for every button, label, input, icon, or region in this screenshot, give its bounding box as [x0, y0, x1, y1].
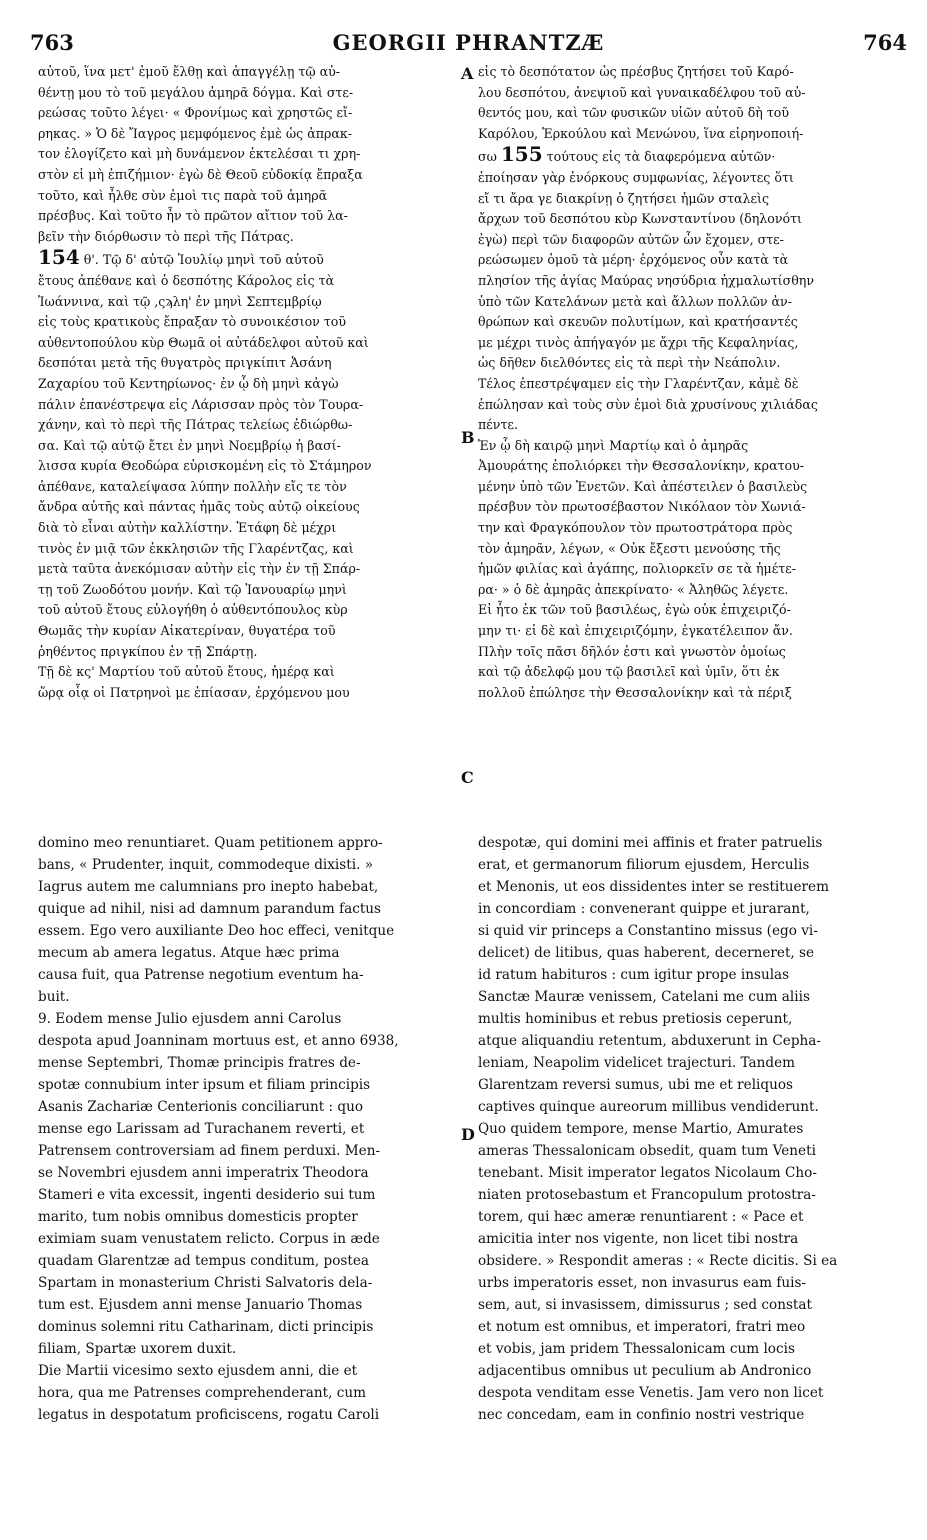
greek-left-text-line: βεῖν τὴν διόρθωσιν τὸ περὶ τῆς Πάτρας. [38, 228, 294, 244]
latin-left-text-line: mecum ab amera legatus. Atque hæc prima [38, 945, 340, 961]
latin-right-text-line: despotæ, qui domini mei affinis et frater patruelis [478, 835, 823, 851]
greek-right-text-line: λου δεσπότου, ἀνεψιοῦ καὶ γυναικαδέλφου τοῦ αὐ- [478, 84, 806, 100]
latin-right-text-line: sem, aut, si invasissem, dimissurus ; sed constat [478, 1297, 812, 1313]
latin-left-text-line: quadam Glarentzæ ad tempus conditum, postea [38, 1253, 370, 1269]
latin-left-text-line: Iagrus autem me calumnians pro inepto habebat, [38, 879, 379, 895]
margin-marker-d: D [461, 1125, 475, 1144]
greek-left-text-line: Ζαχαρίου τοῦ Κεντηρίωνος· ἐν ᾧ δὴ μηνὶ κἀγὼ [38, 375, 339, 391]
greek-left-text-line: ἄνδρα αὐτῆς καὶ πάντας ἡμᾶς τοὺς αὐτῷ οἰκείους [38, 499, 360, 515]
greek-text-right-column [478, 62, 908, 703]
greek-left-text-line: ἀπέθανε, καταλείψασα λύπην πολλὴν εἴς τε τὸν [38, 478, 347, 494]
greek-left-text-line: διὰ τὸ εἶναι αὐτὴν καλλίστην. Ἐτάφη δὲ μέχρι [38, 520, 337, 536]
greek-left-text-line: τοῦτο, καὶ ἦλθε σὺν ἐμοὶ τις παρὰ τοῦ ἀμηρᾶ [38, 187, 328, 203]
greek-right-text-line: πλησίον τῆς ἁγίας Μαύρας νησύδρια ἠχμαλωτίσθην [478, 272, 814, 288]
latin-right-text-line: si quid vir princeps a Constantino missus (ego vi- [478, 923, 818, 939]
greek-right-text-line: πολλοῦ ἐπώλησε τὴν Θεσσαλονίκην καὶ τὰ πέριξ [478, 684, 792, 700]
latin-left-text-line: dominus solemni ritu Catharinam, dicti principis [38, 1319, 374, 1335]
latin-right-text-line: despota venditam esse Venetis. Jam vero non licet [478, 1385, 824, 1401]
page-number-left: 763 [30, 30, 74, 55]
latin-right-text-line: tenebant. Misit imperator legatos Nicolaum Cho- [478, 1165, 817, 1181]
greek-right-text-line: θρώπων καὶ σκευῶν πολυτίμων, καὶ κρατήσαντές [478, 314, 798, 330]
greek-right-text-line: ἡμῶν φιλίας καὶ ἀγάπης, πολιορκεῖν σε τὰ ἡμέτε- [478, 561, 796, 577]
latin-left-text-line: tum est. Ejusdem anni mense Januario Thomas [38, 1297, 363, 1313]
running-header [30, 30, 907, 60]
greek-right-text-line: ἄρχων τοῦ δεσπότου κὺρ Κωνσταντίνου (δηλονότι [478, 211, 802, 227]
greek-right-text-line: πέντε. [478, 417, 518, 433]
greek-right-text-line: μην τι· εἰ δὲ καὶ ἐπιχειριζόμην, ἐγκατέλειπον ἄν. [478, 623, 793, 639]
greek-left-paragraph-1 [38, 62, 456, 247]
latin-left-text-line: legatus in despotatum proficiscens, rogatu Caroli [38, 1407, 380, 1423]
section-154-text: θ'. Τῷ δ' αὐτῷ Ἰουλίῳ μηνὶ τοῦ αὐτοῦ [83, 252, 324, 268]
greek-right-text-line: θεντός μου, καὶ τῶν φυσικῶν υἱῶν αὐτοῦ δὴ τοῦ [478, 105, 790, 121]
latin-left-text-line: mense ego Larissam ad Turachanem reverti, et [38, 1121, 365, 1137]
greek-left-text-line: ῥηθέντος πριγκίπου ἐν τῇ Σπάρτῃ. [38, 643, 258, 659]
latin-right-text-line: leniam, Neapolim videlicet trajecturi. Tandem [478, 1055, 796, 1071]
greek-left-paragraph-2 [38, 271, 456, 703]
greek-left-text-line: μετὰ ταῦτα ἀνεκόμισαν αὐτὴν εἰς τὴν ἐν τῇ Σπάρ- [38, 561, 361, 577]
greek-left-text-line: αὐθεντοπούλου κὺρ Θωμᾶ οἱ αὐτάδελφοι αὐτοῦ καὶ [38, 334, 369, 350]
greek-right-text-line: ὡς δῆθεν διελθόντες εἰς τὰ περὶ τὴν Νεάπολιν. [478, 355, 781, 371]
greek-left-text-line: στὸν εἰ μὴ ἐπιζήμιον· ἐγὼ δὲ Θεοῦ εὐδοκίᾳ ἔπραξα [38, 166, 363, 182]
greek-left-text-line: ρεώσας τοῦτο λέγει· « Φρονίμως καὶ χρηστῶς εἴ- [38, 105, 353, 121]
section-number-155: 155 [500, 144, 543, 167]
section-154-line [38, 247, 456, 271]
latin-translation-left-column [38, 832, 456, 1426]
latin-left-text-line: Asanis Zachariæ Centerionis conciliarunt : quo [38, 1099, 364, 1115]
greek-left-text-line: τῃ τοῦ Ζωοδότου μονήν. Καὶ τῷ Ἰανουαρίῳ μηνὶ [38, 581, 347, 597]
latin-right-text-line: in concordiam : convenerant quippe et jurarant, [478, 901, 810, 917]
latin-right-text-line: Sanctæ Mauræ venissem, Catelani me cum aliis [478, 989, 810, 1005]
greek-right-text-line: μένην ὑπὸ τῶν Ἑνετῶν. Καὶ ἀπέστειλεν ὁ βασιλεὺς [478, 478, 808, 494]
latin-right-text-line: erat, et germanorum filiorum ejusdem, Herculis [478, 857, 810, 873]
latin-left-text-line: Patrensem controversiam ad finem perduxi. Men- [38, 1143, 381, 1159]
greek-left-text-line: Ἰωάννινα, καὶ τῷ ,ςϡλη' ἐν μηνὶ Σεπτεμβρίῳ [38, 293, 322, 309]
greek-right-text-line: Πλὴν τοῖς πᾶσι δῆλόν ἐστι καὶ γνωστὸν ὁμοίως [478, 643, 786, 659]
latin-right-text-line: delicet) de litibus, quas haberent, decerneret, se [478, 945, 815, 961]
latin-right-text-line: captives quinque aureorum millibus vendiderunt. [478, 1099, 819, 1115]
latin-right-text-line: adjacentibus omnibus ut peculium ab Andronico [478, 1363, 812, 1379]
latin-left-text-line: mense Septembri, Thomæ principis fratres de- [38, 1055, 361, 1071]
greek-right-text-line: ρα· » ὁ δὲ ἀμηρᾶς ἀπεκρίνατο· « Ἀληθῶς λέγετε. [478, 581, 789, 597]
section-number-154: 154 [38, 247, 80, 270]
greek-left-text-line: αὐτοῦ, ἵνα μετ' ἐμοῦ ἔλθῃ καὶ ἀπαγγέλῃ τῷ αὐ- [38, 64, 341, 79]
greek-left-text-line: ἔτους ἀπέθανε καὶ ὁ δεσπότης Κάρολος εἰς τὰ [38, 272, 335, 288]
section-155-lead: σω [478, 149, 497, 165]
latin-right-text-line: ameras Thessalonicam obsedit, quam tum Veneti [478, 1143, 816, 1159]
latin-right-text-line: nec concedam, eam in confinio nostri vestrique [478, 1407, 805, 1423]
margin-marker-a: A [461, 64, 474, 83]
greek-left-text-line: χάνην, καὶ τὸ περὶ τῆς Πάτρας τελείως ἐδιώρθω- [38, 417, 353, 433]
latin-left-text-line: buit. [38, 989, 70, 1005]
latin-right-text-line: et notum est omnibus, et imperatori, fratri meo [478, 1319, 806, 1335]
latin-left-text-line: essem. Ego vero auxiliante Deo hoc effeci, venitque [38, 923, 395, 939]
greek-right-text-line: ἐγὼ) περὶ τῶν διαφορῶν αὐτῶν ὧν ἔχομεν, στε- [478, 231, 784, 247]
latin-right-text-line: Quo quidem tempore, mense Martio, Amurates [478, 1121, 804, 1137]
greek-left-text-line: πάλιν ἐπανέστρεψα εἰς Λάρισσαν πρὸς τὸν Τουρα- [38, 396, 364, 412]
latin-left-text-line: eximiam suam venustatem relicto. Corpus in æde [38, 1231, 380, 1247]
greek-right-text-line: Ἐν ᾧ δὴ καιρῷ μηνὶ Μαρτίῳ καὶ ὁ ἀμηρᾶς [478, 437, 749, 453]
latin-left-text-line: bans, « Prudenter, inquit, commodeque dixisti. » [38, 857, 374, 873]
greek-left-text-line: λισσα κυρία Θεοδώρα εὑρισκομένη εἰς τὸ Στάμηρον [38, 458, 372, 474]
greek-right-text-line: Τέλος ἐπεστρέψαμεν εἰς τὴν Γλαρέντζαν, κἀμὲ δὲ [478, 375, 799, 391]
greek-left-text-line: Θωμᾶς τὴν κυρίαν Αἰκατερίναν, θυγατέρα τοῦ [38, 623, 336, 639]
greek-text-left-column [38, 62, 456, 703]
latin-left-text-line: domino meo renuntiaret. Quam petitionem appro- [38, 835, 383, 851]
greek-right-text-line: τὸν ἀμηρᾶν, λέγων, « Οὐκ ἔξεστι μενούσης τῆς [478, 540, 781, 556]
greek-left-text-line: τοῦ αὐτοῦ ἔτους εὐλογήθη ὁ αὐθεντόπουλος κὺρ [38, 602, 348, 618]
greek-right-text-line: ρεώσωμεν ὁμοῦ τὰ μέρη· ἐρχόμενος οὖν κατὰ τὰ [478, 252, 789, 268]
greek-right-text-line: καὶ τῷ ἀδελφῷ μου τῷ βασιλεῖ καὶ ὑμῖν, ὅτι ἐκ [478, 664, 780, 680]
latin-right-text-line: id ratum habituros : cum igitur prope insulas [478, 967, 790, 983]
greek-left-text-line: πρέσβυς. Καὶ τοῦτο ἦν τὸ πρῶτον αἴτιον τοῦ λα- [38, 208, 348, 224]
latin-translation-right-column [478, 832, 908, 1426]
latin-right-text-line: Glarentzam reversi sumus, ubi me et reliquos [478, 1077, 794, 1093]
latin-left-text-line: spotæ connubium inter ipsum et filiam principis [38, 1077, 371, 1093]
greek-right-paragraph-1 [478, 62, 908, 144]
margin-marker-b: B [461, 428, 475, 447]
latin-left-text-line: Stameri e vita excessit, ingenti desiderio sui tum [38, 1187, 376, 1203]
greek-left-text-line: ρηκας. » Ὁ δὲ Ἴαγρος μεμφόμενος ἐμὲ ὡς ἀπρακ- [38, 125, 353, 141]
running-title: GEORGII PHRANTZÆ [332, 30, 605, 55]
latin-right-text-line: multis hominibus et rebus pretiosis ceperunt, [478, 1011, 793, 1027]
latin-right-text-line: amicitia inter nos vigente, non licet tibi nostra [478, 1231, 799, 1247]
greek-left-text-line: θέντῃ μου τὸ τοῦ μεγάλου ἀμηρᾶ δόγμα. Καὶ στε- [38, 84, 354, 100]
latin-right-text-line: et vobis, jam pridem Thessalonicam cum locis [478, 1341, 795, 1357]
section-155-text: τούτους εἰς τὰ διαφερόμενα αὐτῶν· [546, 149, 776, 165]
greek-right-text-line: Εἰ ἦτο ἐκ τῶν τοῦ βασιλέως, ἐγὼ οὐκ ἐπιχειριζό- [478, 602, 791, 618]
latin-left-text-line: se Novembri ejusdem anni imperatrix Theodora [38, 1165, 369, 1181]
latin-right-text-line: atque aliquandiu retentum, abduxerunt in Cepha- [478, 1033, 821, 1049]
greek-left-text-line: ὥρᾳ οἷᾳ οἱ Πατρηνοὶ με ἐπίασαν, ἐρχόμενου μου [38, 684, 350, 700]
latin-right-text-line: et Menonis, ut eos dissidentes inter se restituerem [478, 879, 829, 895]
greek-left-text-line: εἰς τοὺς κρατικοὺς ἔπραξαν τὸ συνοικέσιον τοῦ [38, 314, 347, 330]
greek-right-text-line: Καρόλου, Ἑρκούλου καὶ Μενώνου, ἵνα εἰρηνοποιή- [478, 125, 804, 141]
margin-marker-c: C [461, 768, 474, 787]
greek-right-text-line: εἴ τι ἄρα γε διακρίνῃ ὁ ζητήσει ἡμῶν σταλεὶς [478, 190, 770, 206]
greek-left-text-line: σα. Καὶ τῷ αὐτῷ ἔτει ἐν μηνὶ Νοεμβρίῳ ἡ βασί- [38, 437, 341, 453]
latin-left-text-line: Die Martii vicesimo sexto ejusdem anni, die et [38, 1363, 358, 1379]
greek-left-text-line: τον ἐλογίζετο καὶ μὴ δυνάμενον ἐκτελέσαι τι χρη- [38, 146, 361, 162]
greek-right-text-line: ἐποίησαν γὰρ ἐνόρκους συμφωνίας, λέγοντες ὅτι [478, 169, 794, 185]
latin-right-text-line: obsidere. » Respondit ameras : « Recte dicitis. Si ea [478, 1253, 838, 1269]
greek-right-text-line: με μέχρι τινὸς ἀπήγαγόν με ἄχρι τῆς Κεφαληνίας, [478, 334, 799, 350]
latin-left-text-line: causa fuit, qua Patrense negotium eventum ha- [38, 967, 364, 983]
latin-left-text-line: marito, tum nobis omnibus domesticis propter [38, 1209, 358, 1225]
latin-right-text-line: urbs imperatoris esset, non invasurus eam fuis- [478, 1275, 807, 1291]
greek-right-text-line: Ἀμουράτης ἐπολιόρκει τὴν Θεσσαλονίκην, κρατου- [478, 458, 805, 474]
latin-left-text-line: 9. Eodem mense Julio ejusdem anni Carolus [38, 1011, 342, 1027]
section-155-line [478, 144, 908, 168]
greek-right-text-line: την καὶ Φραγκόπουλον τὸν πρωτοστράτορα πρὸς [478, 520, 793, 536]
greek-left-text-line: δεσπόται μετὰ τῆς θυγατρὸς πριγκίπιτ Ἀσάνη [38, 355, 332, 371]
latin-left-text-line: hora, qua me Patrenses comprehenderant, cum [38, 1385, 366, 1401]
greek-right-text-line: ὑπὸ τῶν Κατελάνων μετὰ καὶ ἄλλων πολλῶν ἀν- [478, 293, 792, 309]
page-number-right: 764 [863, 30, 907, 55]
latin-right-text-line: torem, qui hæc ameræ renuntiarent : « Pace et [478, 1209, 804, 1225]
greek-left-text-line: τινὸς ἐν μιᾷ τῶν ἐκκλησιῶν τῆς Γλαρέντζας, καὶ [38, 540, 354, 556]
latin-left-text-line: quique ad nihil, nisi ad damnum parandum factus [38, 901, 382, 917]
greek-left-text-line: Τῇ δὲ κς' Μαρτίου τοῦ αὐτοῦ ἔτους, ἡμέρᾳ καὶ [38, 664, 335, 680]
latin-left-text-line: filiam, Spartæ uxorem duxit. [38, 1341, 237, 1357]
latin-right-text-line: niaten protosebastum et Francopulum protostra- [478, 1187, 816, 1203]
latin-left-text-line: Spartam in monasterium Christi Salvatoris dela- [38, 1275, 373, 1291]
greek-right-text-line: πρέσβυν τὸν πρωτοσέβαστον Νικόλαον τὸν Χωνιά- [478, 499, 806, 515]
greek-right-text-line: εἰς τὸ δεσπότατον ὡς πρέσβυς ζητήσει τοῦ Καρό- [478, 64, 794, 79]
greek-right-text-line: ἐπώλησαν καὶ τοὺς σὺν ἐμοὶ διὰ χρυσίνους χιλιάδας [478, 396, 818, 412]
latin-left-text-line: despota apud Joanninam mortuus est, et anno 6938, [38, 1033, 399, 1049]
greek-right-paragraph-2 [478, 168, 908, 703]
